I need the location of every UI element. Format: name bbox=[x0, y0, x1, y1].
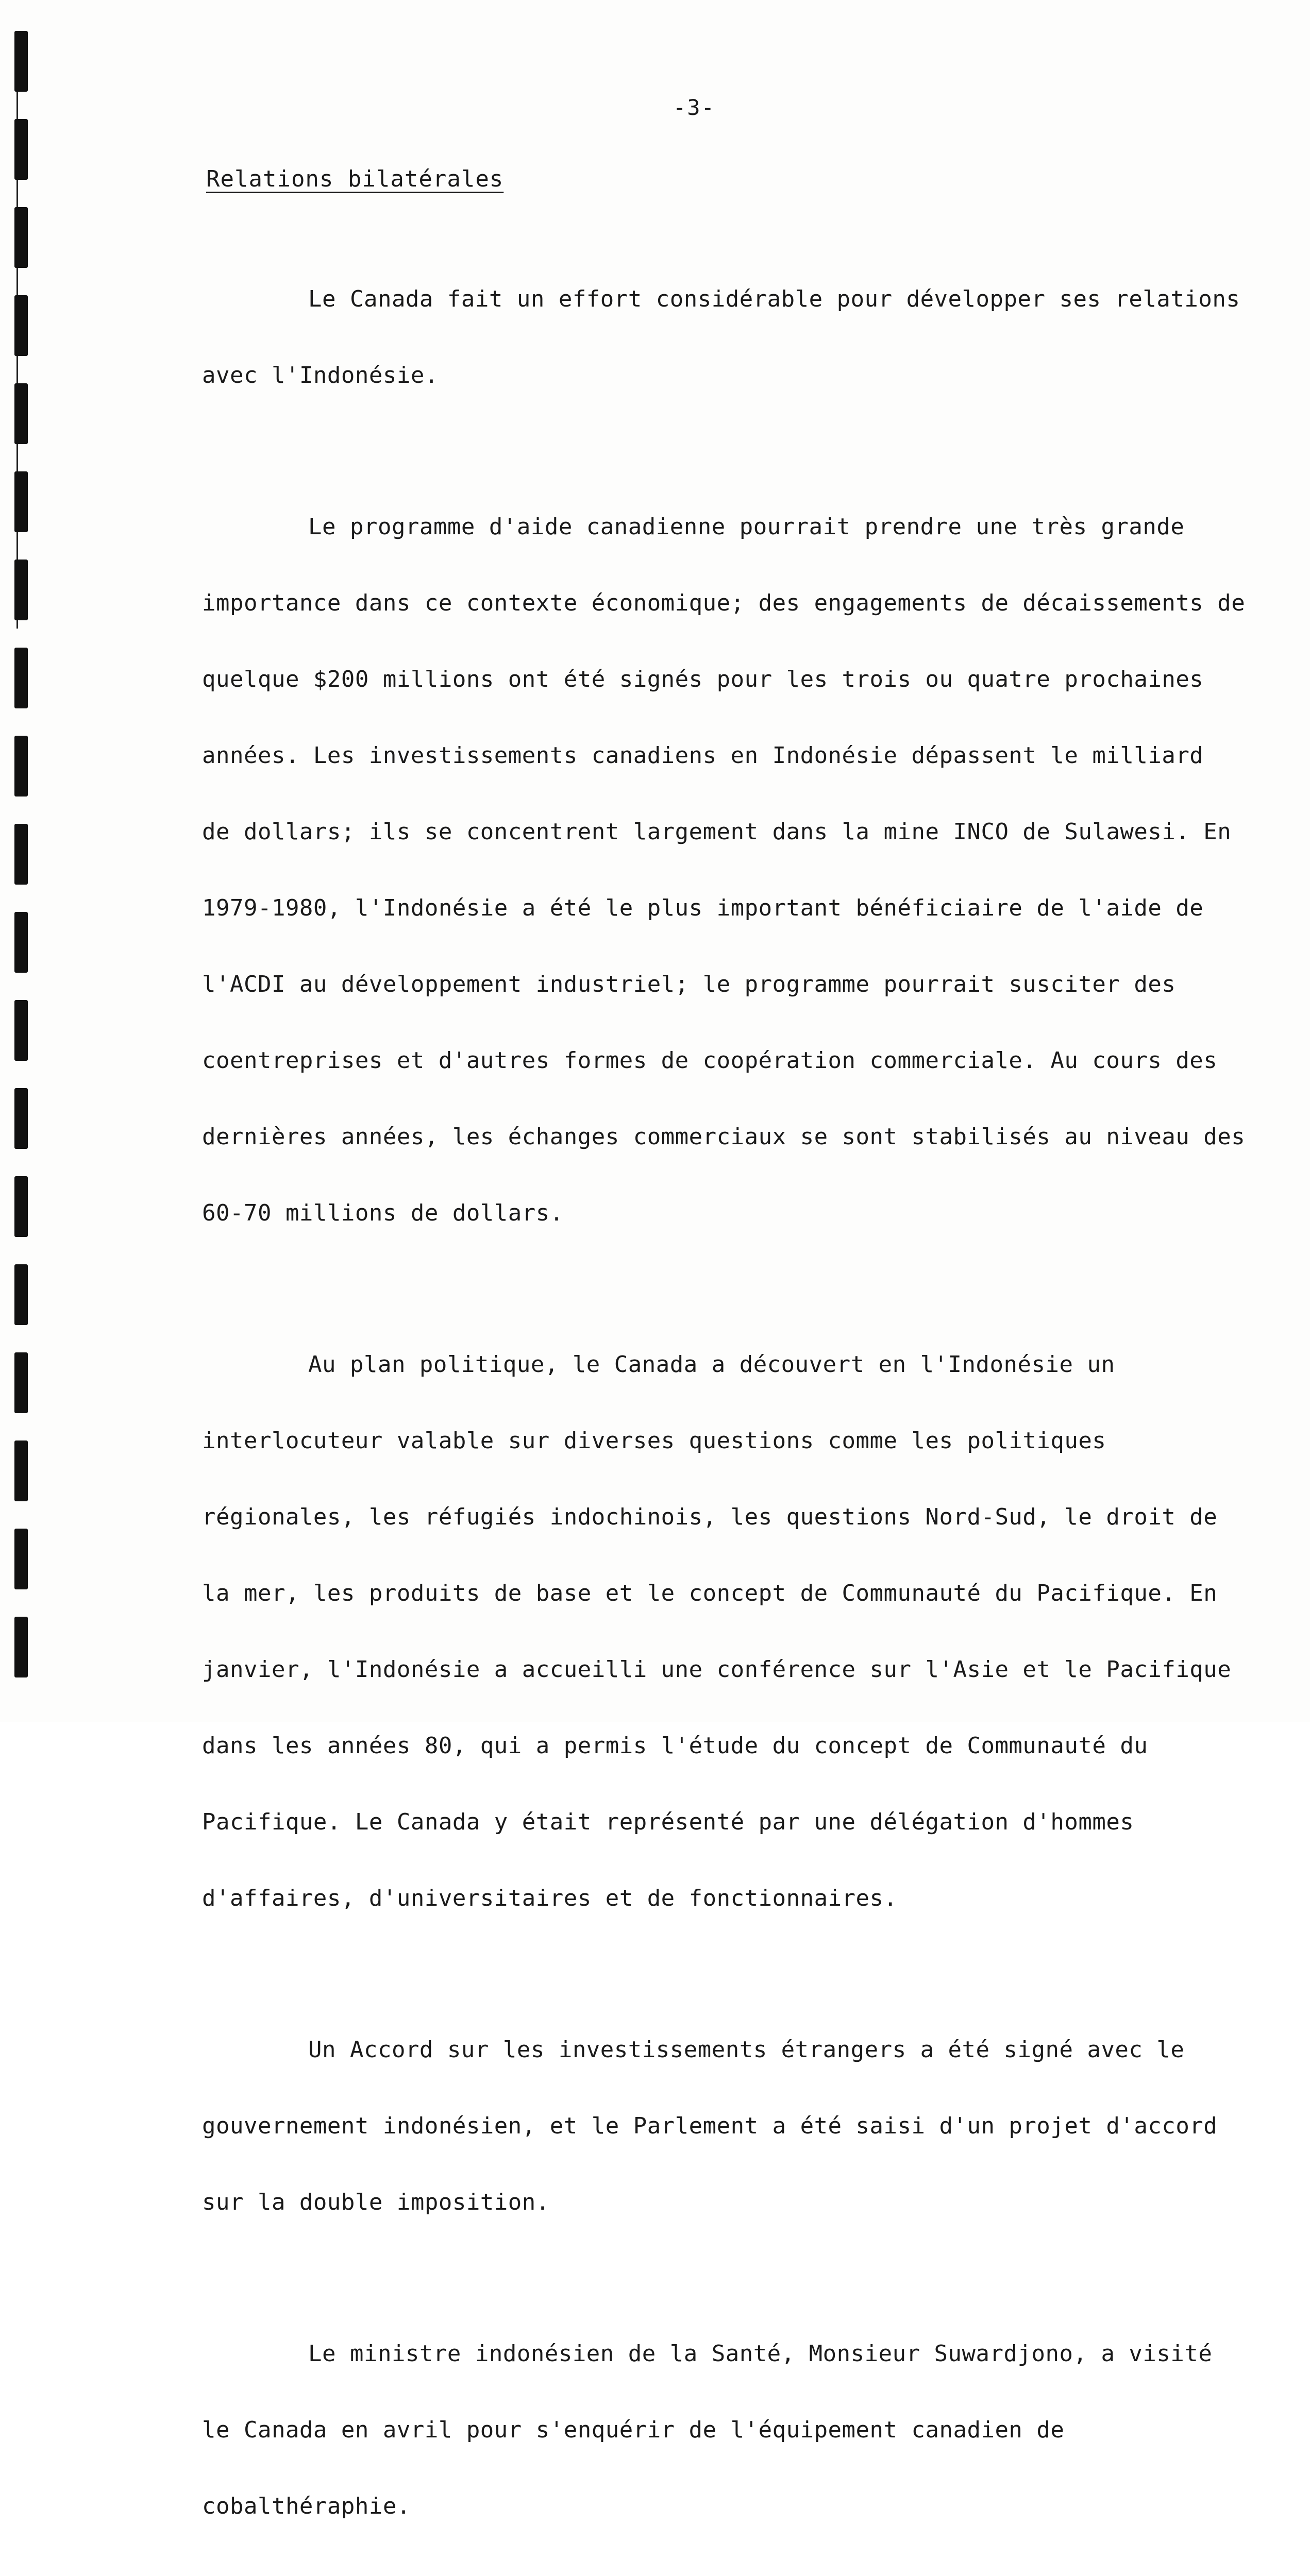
binder-mark bbox=[14, 119, 28, 180]
binder-mark bbox=[14, 295, 28, 356]
paragraph-canada-effort bbox=[202, 242, 1240, 433]
paragraph-health-minister bbox=[202, 2297, 1213, 2564]
text-line: Au plan politique, le Canada a découvert en l'Indonésie un bbox=[308, 1351, 1115, 1378]
text-line: régionales, les réfugiés indochinois, les questions Nord-Sud, le droit de bbox=[202, 1504, 1218, 1530]
binder-mark bbox=[14, 1000, 28, 1061]
paragraph-aid-program bbox=[202, 470, 1246, 1270]
text-line: sur la double imposition. bbox=[202, 2189, 550, 2215]
binder-mark bbox=[14, 1440, 28, 1501]
binder-mark bbox=[14, 1088, 28, 1149]
paragraph-investment-accord bbox=[202, 1993, 1218, 2260]
document-body bbox=[202, 242, 1246, 2576]
text-line: Le ministre indonésien de la Santé, Monsieur Suwardjono, a visité bbox=[308, 2341, 1213, 2367]
paragraph-politics bbox=[202, 1308, 1232, 1956]
text-line: dans les années 80, qui a permis l'étude du concept de Communauté du bbox=[202, 1733, 1148, 1759]
text-line: d'affaires, d'universitaires et de fonctionnaires. bbox=[202, 1885, 898, 1911]
section-heading: Relations bilatérales bbox=[206, 166, 504, 192]
binder-mark bbox=[14, 1176, 28, 1237]
text-line: Le programme d'aide canadienne pourrait prendre une très grande bbox=[308, 514, 1185, 540]
text-line: la mer, les produits de base et le concept de Communauté du Pacifique. En bbox=[202, 1580, 1218, 1606]
binder-mark bbox=[14, 1352, 28, 1413]
binder-mark bbox=[14, 471, 28, 532]
text-line: Un Accord sur les investissements étrangers a été signé avec le bbox=[308, 2037, 1185, 2063]
text-line: cobalthéraphie. bbox=[202, 2493, 411, 2519]
binder-mark bbox=[14, 824, 28, 885]
binder-mark bbox=[14, 207, 28, 268]
binder-mark bbox=[14, 383, 28, 444]
binder-mark bbox=[14, 912, 28, 973]
text-line: années. Les investissements canadiens en Indonésie dépassent le milliard bbox=[202, 742, 1204, 769]
page-number: -3- bbox=[673, 95, 715, 120]
binder-mark bbox=[14, 560, 28, 620]
text-line: quelque $200 millions ont été signés pour les trois ou quatre prochaines bbox=[202, 666, 1204, 692]
binder-mark bbox=[14, 1617, 28, 1677]
text-line: avec l'Indonésie. bbox=[202, 362, 439, 388]
text-line: 1979-1980, l'Indonésie a été le plus important bénéficiaire de l'aide de bbox=[202, 895, 1204, 921]
text-line: interlocuteur valable sur diverses questions comme les politiques bbox=[202, 1428, 1106, 1454]
binder-mark bbox=[14, 31, 28, 92]
binder-hole-marks bbox=[14, 31, 35, 1690]
text-line: l'ACDI au développement industriel; le programme pourrait susciter des bbox=[202, 971, 1176, 997]
text-line: importance dans ce contexte économique; des engagements de décaissements de bbox=[202, 590, 1246, 616]
binder-mark bbox=[14, 1529, 28, 1589]
binder-mark bbox=[14, 1264, 28, 1325]
text-line: le Canada en avril pour s'enquérir de l'équipement canadien de bbox=[202, 2417, 1065, 2443]
text-line: janvier, l'Indonésie a accueilli une conférence sur l'Asie et le Pacifique bbox=[202, 1656, 1232, 1683]
text-line: gouvernement indonésien, et le Parlement a été saisi d'un projet d'accord bbox=[202, 2113, 1218, 2139]
binder-mark bbox=[14, 648, 28, 708]
text-line: coentreprises et d'autres formes de coopération commerciale. Au cours des bbox=[202, 1047, 1218, 1074]
binder-mark bbox=[14, 736, 28, 796]
text-line: 60-70 millions de dollars. bbox=[202, 1200, 564, 1226]
text-line: Pacifique. Le Canada y était représenté par une délégation d'hommes bbox=[202, 1809, 1134, 1835]
text-line: dernières années, les échanges commerciaux se sont stabilisés au niveau des bbox=[202, 1124, 1246, 1150]
text-line: de dollars; ils se concentrent largement dans la mine INCO de Sulawesi. En bbox=[202, 819, 1232, 845]
text-line: Le Canada fait un effort considérable pour développer ses relations bbox=[308, 286, 1240, 312]
